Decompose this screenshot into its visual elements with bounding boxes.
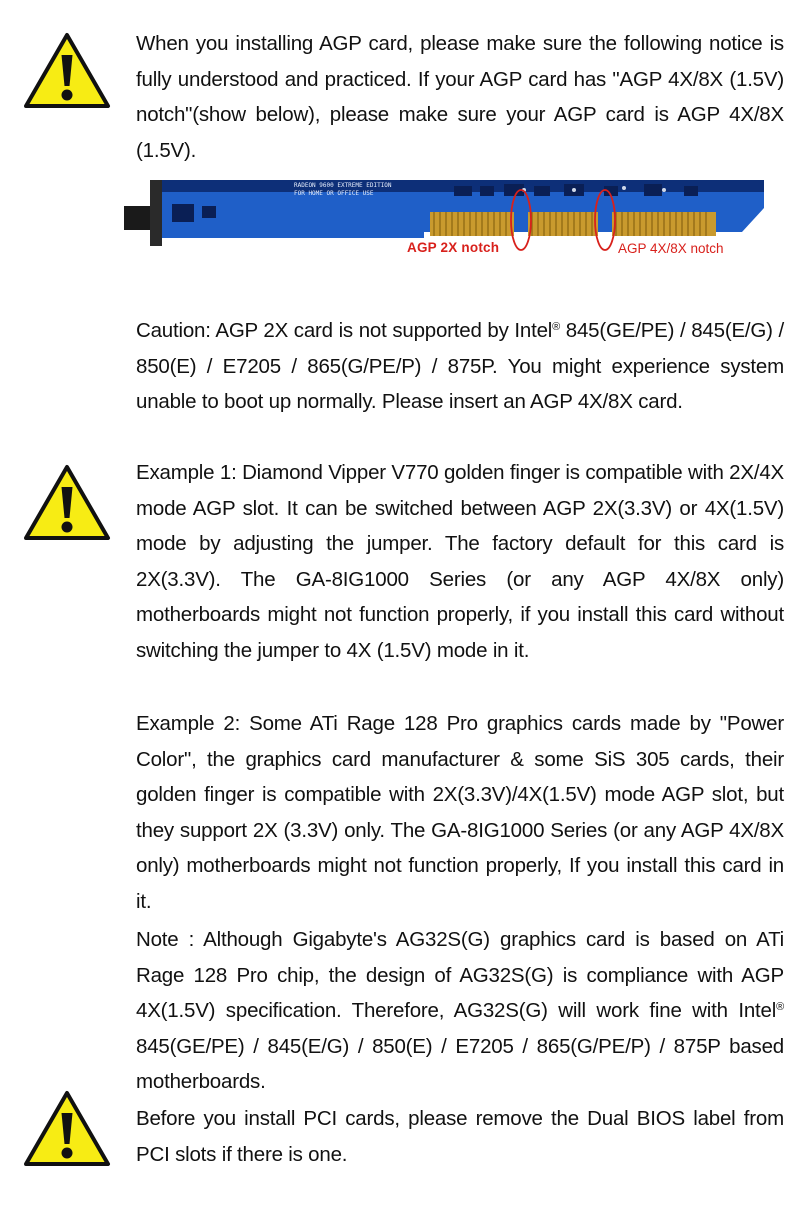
svg-text:RADEON 9600 EXTREME EDITION: RADEON 9600 EXTREME EDITION — [294, 182, 392, 189]
card-bracket — [124, 206, 150, 230]
warning-triangle-icon — [22, 30, 112, 110]
svg-text:FOR HOME OR OFFICE USE: FOR HOME OR OFFICE USE — [294, 190, 374, 197]
warning-triangle-icon — [22, 462, 112, 542]
card-bracket-edge — [150, 180, 162, 246]
caution-text — [136, 313, 784, 420]
registered-mark: ® — [776, 1001, 784, 1013]
agp-notice-text: When you installing AGP card, please make sure the following notice is fully understood and practiced. If your AGP card has "AGP 4X/8X (1.5V) notch"(show below), please make sure your AGP card is AGP 4X/8X (1.5V). — [136, 32, 784, 162]
gold-finger-left — [430, 212, 514, 236]
gold-finger-middle — [528, 212, 598, 236]
gold-finger-right — [612, 212, 716, 236]
notch-4x-label: AGP 4X/8X notch — [618, 241, 724, 256]
caution-rest: 845(GE/PE) / 845(E/G) / 850(E) / E7205 / 865(G/PE/P) / 875P. You might experience system unable to boot up normally. Please insert an AGP 4X/8X card. — [136, 319, 785, 413]
example2-text: Example 2: Some ATi Rage 128 Pro graphics cards made by "Power Color", the graphics card manufacturer & some SiS 305 cards, their golden finger is compatible with 2X(3.3V)/4X(1.5V) mode AGP slot, but they support 2X (3.3V) only. The GA-8IG1000 Series (or any AGP 4X/8X only) motherboards might not function properly, If you install this card in it. — [136, 712, 784, 913]
caution-lead: Caution: AGP 2X card is not supported by Intel — [136, 319, 553, 342]
example1-text: Example 1: Diamond Vipper V770 golden finger is compatible with 2X/4X mode AGP slot. It can be switched between AGP 2X(3.3V) or 4X(1.5V) mode by adjusting the jumper. The factory default for this card is 2X(3.3V). The GA-8IG1000 Series (or any AGP 4X/8X only) motherboards might not function properly, if you install this card without switching the jumper to 4X (1.5V) mode in it. — [136, 461, 784, 662]
notch-2x-label: AGP 2X notch — [407, 240, 500, 255]
note-lead: Note : Although Gigabyte's AG32S(G) graphics card is based on ATi Rage 128 Pro chip, the design of AG32S(G) is compliance with AGP 4X(1.5V) specification. Therefore, AG32S(G) will work fine with Intel — [136, 928, 784, 1022]
pci-notice-text: Before you install PCI cards, please remove the Dual BIOS label from PCI slots if there is one. — [136, 1107, 784, 1166]
note-rest: 845(GE/PE) / 845(E/G) / 850(E) / E7205 / 865(G/PE/P) / 875P based motherboards. — [136, 1034, 784, 1093]
note-text — [136, 922, 784, 1100]
warning-triangle-icon — [22, 1088, 112, 1168]
registered-mark: ® — [552, 321, 561, 333]
